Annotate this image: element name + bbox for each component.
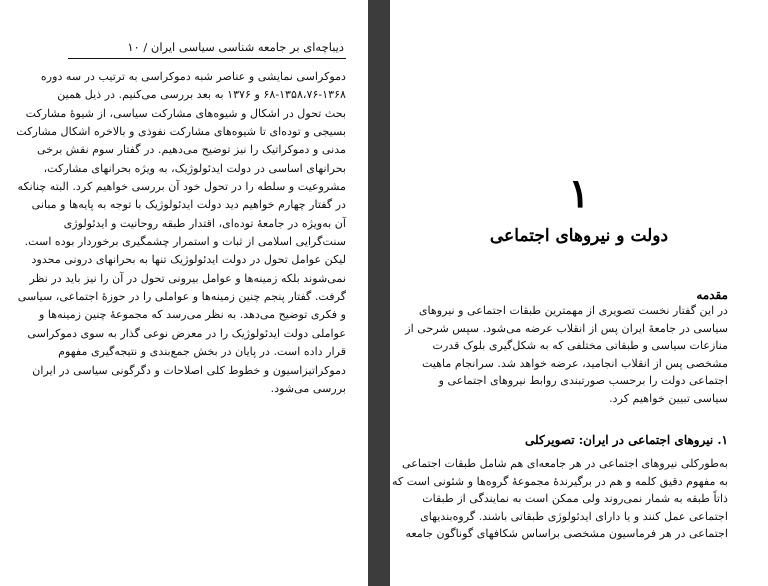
text-line: مدنی و دموکراتیک را نیز توضیح می‌دهیم. در گفتار سوم نقش برخی [36,143,346,157]
page-gutter [368,0,390,586]
text-line: سیاسی تبیین خواهیم کرد. [609,391,728,405]
chapter-title: دولت و نیروهای اجتماعی [489,226,669,246]
text-line: اجتماعی در هر فرماسیون مشخصی براساس شکافهای گوناگون جامعه [405,527,728,541]
text-line: قرار داده است. در پایان در بخش جمع‌بندی و نتیجه‌گیری مفهوم [58,345,346,359]
text-line: مشخصی پس از انقلاب انجامید، عرضه خواهد شد. سرانجام ماهیت [421,356,728,370]
text-line: سیاسی در جامعهٔ ایران پس از انقلاب عرضه می‌شود. سپس شرحی از [405,321,728,335]
text-line: نمی‌شوند بلکه زمینه‌ها و عوامل بیرونی تحول در آن را نیز باید در نظر [29,271,346,285]
text-line: به مفهوم دقیق کلمه و هم در برگیرندهٔ مجموعهٔ گروه‌ها و شئونی است که [391,474,728,488]
text-line: گرفت. گفتار پنجم چنین زمینه‌ها و عواملی را در حوزهٔ اجتماعی، سیاسی [17,290,346,304]
text-line: دموکراتیزاسیون و خطوط کلی اصلاحات و دگرگونی سیاسی در ایران [32,363,346,377]
text-line: آن به‌ویژه در جامعهٔ توده‌ای، اقتدار طبقه روحانیت و ایدئولوژی [63,216,346,230]
text-line: در گفتار چهارم خواهیم دید دولت ایدئولوژیک با توجه به پایه‌ها و مبانی [31,198,346,212]
section-heading: ۱. نیروهای اجتماعی در ایران: تصویرکلی [524,433,728,447]
text-line: دموکراسی نمایشی و عناصر شبه دموکراسی به ترتیب در سه دوره [40,70,346,83]
text-line: به‌طورکلی نیروهای اجتماعی در هر جامعه‌ای هم شامل طبقات اجتماعی [402,457,728,470]
intro-paragraph [405,302,728,408]
text-line: منازعات سیاسی و طبقاتی مختلفی که به شکل‌گیری بلوک قدرت [432,339,728,353]
text-line: بحث تحول در اشکال و شیوه‌های مشارکت سیاسی، از شیوهٔ مشارکت [25,106,346,120]
running-header: دیباچه‌ای بر جامعه شناسی سیاسی ایران / ۱۰ [127,40,344,54]
chapter-number: ۱ [568,170,590,217]
text-line: اجتماعی دولت را برحسب صورتبندی روابط نیروهای اجتماعی و [438,374,728,388]
text-line: بحرانهای اساسی در دولت ایدئولوژیک، به ویژه بحرانهای مشارکت، [43,161,346,175]
text-line: بسیجی و توده‌ای تا شیوه‌های مشارکت نفوذی و بالاخره اشکال مشارکت [16,125,346,139]
text-line: سنت‌گرایی اسلامی از ثبات و استمرار چشمگیری برخوردار بوده است. [24,235,346,249]
text-line: و فکری توضیح می‌دهد. به نظر می‌رسد که مجموعهٔ چنین زمینه‌ها و [38,308,346,322]
text-line: در این گفتار نخست تصویری از مهمترین طبقات اجتماعی و نیروهای [418,304,728,317]
intro-heading: مقدمه [696,288,728,302]
text-line: مشروعیت و سلطه را در تحول خود آن بررسی خواهیم کرد. البته چنانکه [17,180,346,194]
section-paragraph [391,455,728,543]
text-line: اجتماعی عمل کنند و یا دارای ایدئولوژی طبقاتی باشند. گروه‌بندیهای [420,509,728,523]
header-rule [68,58,346,59]
text-line: ذاتاً طبقه به شمار نمی‌روند ولی ممکن است به نمایندگی از طبقات [422,492,728,506]
text-line: بررسی می‌شود. [270,381,346,395]
text-line: عواملی دولت ایدئولوژیک را در معرض نوعی گذار به سوی دموکراسی [27,326,346,340]
text-line: ۶۸-۱۳۵۸،۷۶-۱۳۶۸ و ۱۳۷۶ به بعد بررسی می‌کنیم. در ذیل همین [57,88,346,102]
left-page [0,0,368,586]
left-body-text [16,68,346,398]
right-page [390,0,768,586]
text-line: لیکن عوامل تحول در دولت ایدئولوژیک تنها به بحرانهای درونی محدود [31,253,346,267]
